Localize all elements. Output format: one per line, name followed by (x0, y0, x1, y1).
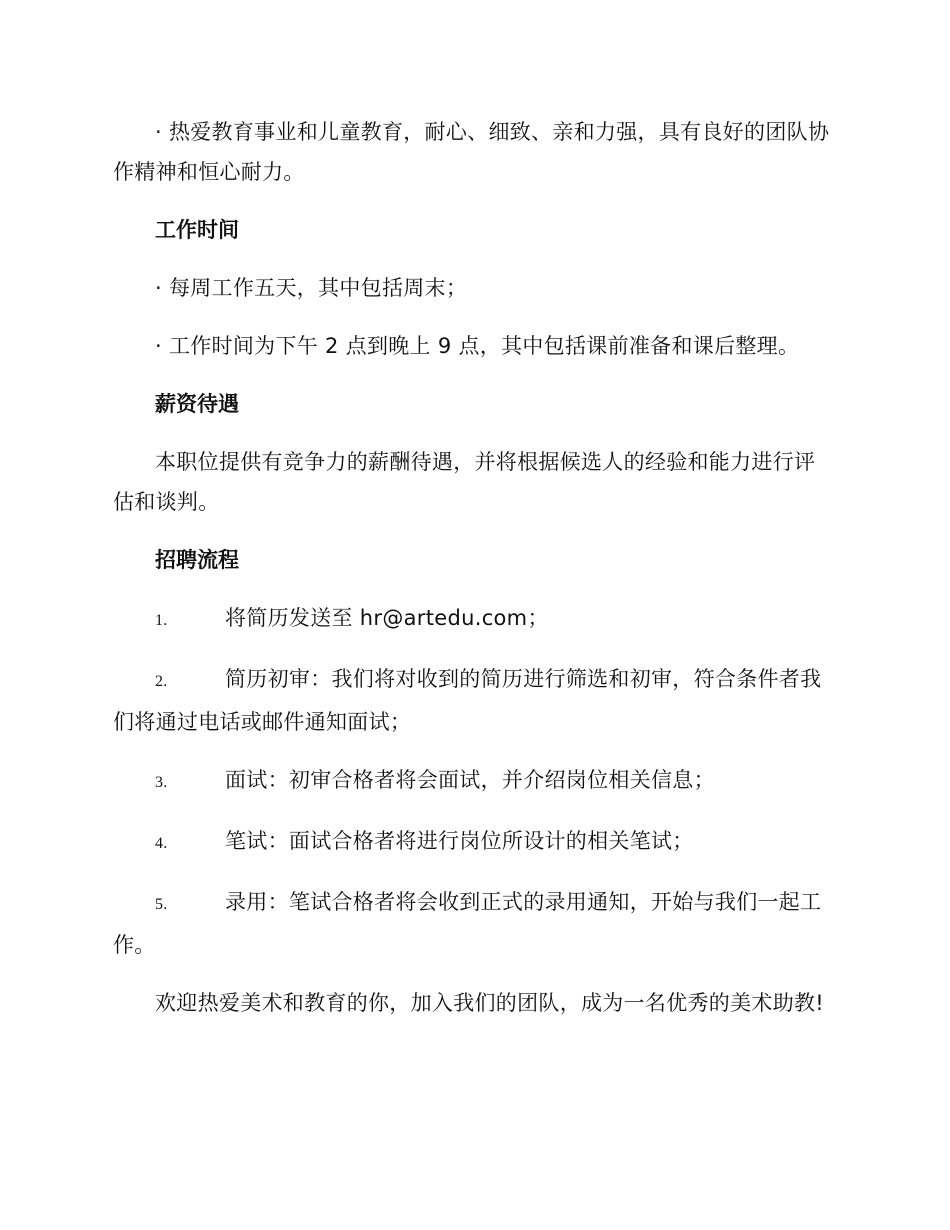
salary-text: 本职位提供有竞争力的薪酬待遇，并将根据候选人的经验和能力进行评估和谈判。 (113, 450, 816, 514)
step-text: 面试：初审合格者将会面试，并介绍岗位相关信息； (225, 768, 715, 792)
process-step-4 (113, 821, 835, 864)
step-number: 2. (155, 673, 168, 690)
salary-heading: 薪资待遇 (155, 392, 239, 416)
process-heading: 招聘流程 (155, 548, 239, 572)
step-text: 录用：笔试合格者将会收到正式的录用通知，开始与我们一起工作。 (113, 890, 822, 957)
step-text: 将简历发送至 hr@artedu.com； (225, 606, 549, 630)
step-text: 简历初审：我们将对收到的简历进行筛选和初审，符合条件者我们将通过电话或邮件通知面试； (113, 667, 822, 734)
process-step-1 (113, 598, 835, 641)
requirement-bullet: · 热爱教育事业和儿童教育，耐心、细致、亲和力强，具有良好的团队协作精神和恒心耐力。 (113, 120, 830, 184)
document-body (113, 112, 835, 1041)
process-step-3 (113, 760, 835, 803)
step-number: 4. (155, 835, 168, 852)
work-time-heading: 工作时间 (155, 218, 239, 242)
work-time-item-2: · 工作时间为下午 2 点到晚上 9 点，其中包括课前准备和课后整理。 (155, 334, 800, 358)
step-text: 笔试：面试合格者将进行岗位所设计的相关笔试； (225, 829, 694, 853)
process-step-2 (113, 659, 835, 742)
process-step-5 (113, 882, 835, 965)
step-number: 3. (155, 774, 168, 791)
step-number: 1. (155, 612, 168, 629)
closing-text: 欢迎热爱美术和教育的你，加入我们的团队，成为一名优秀的美术助教! (155, 991, 825, 1015)
step-number: 5. (155, 896, 168, 913)
work-time-item-1: · 每周工作五天，其中包括周末； (155, 276, 468, 300)
